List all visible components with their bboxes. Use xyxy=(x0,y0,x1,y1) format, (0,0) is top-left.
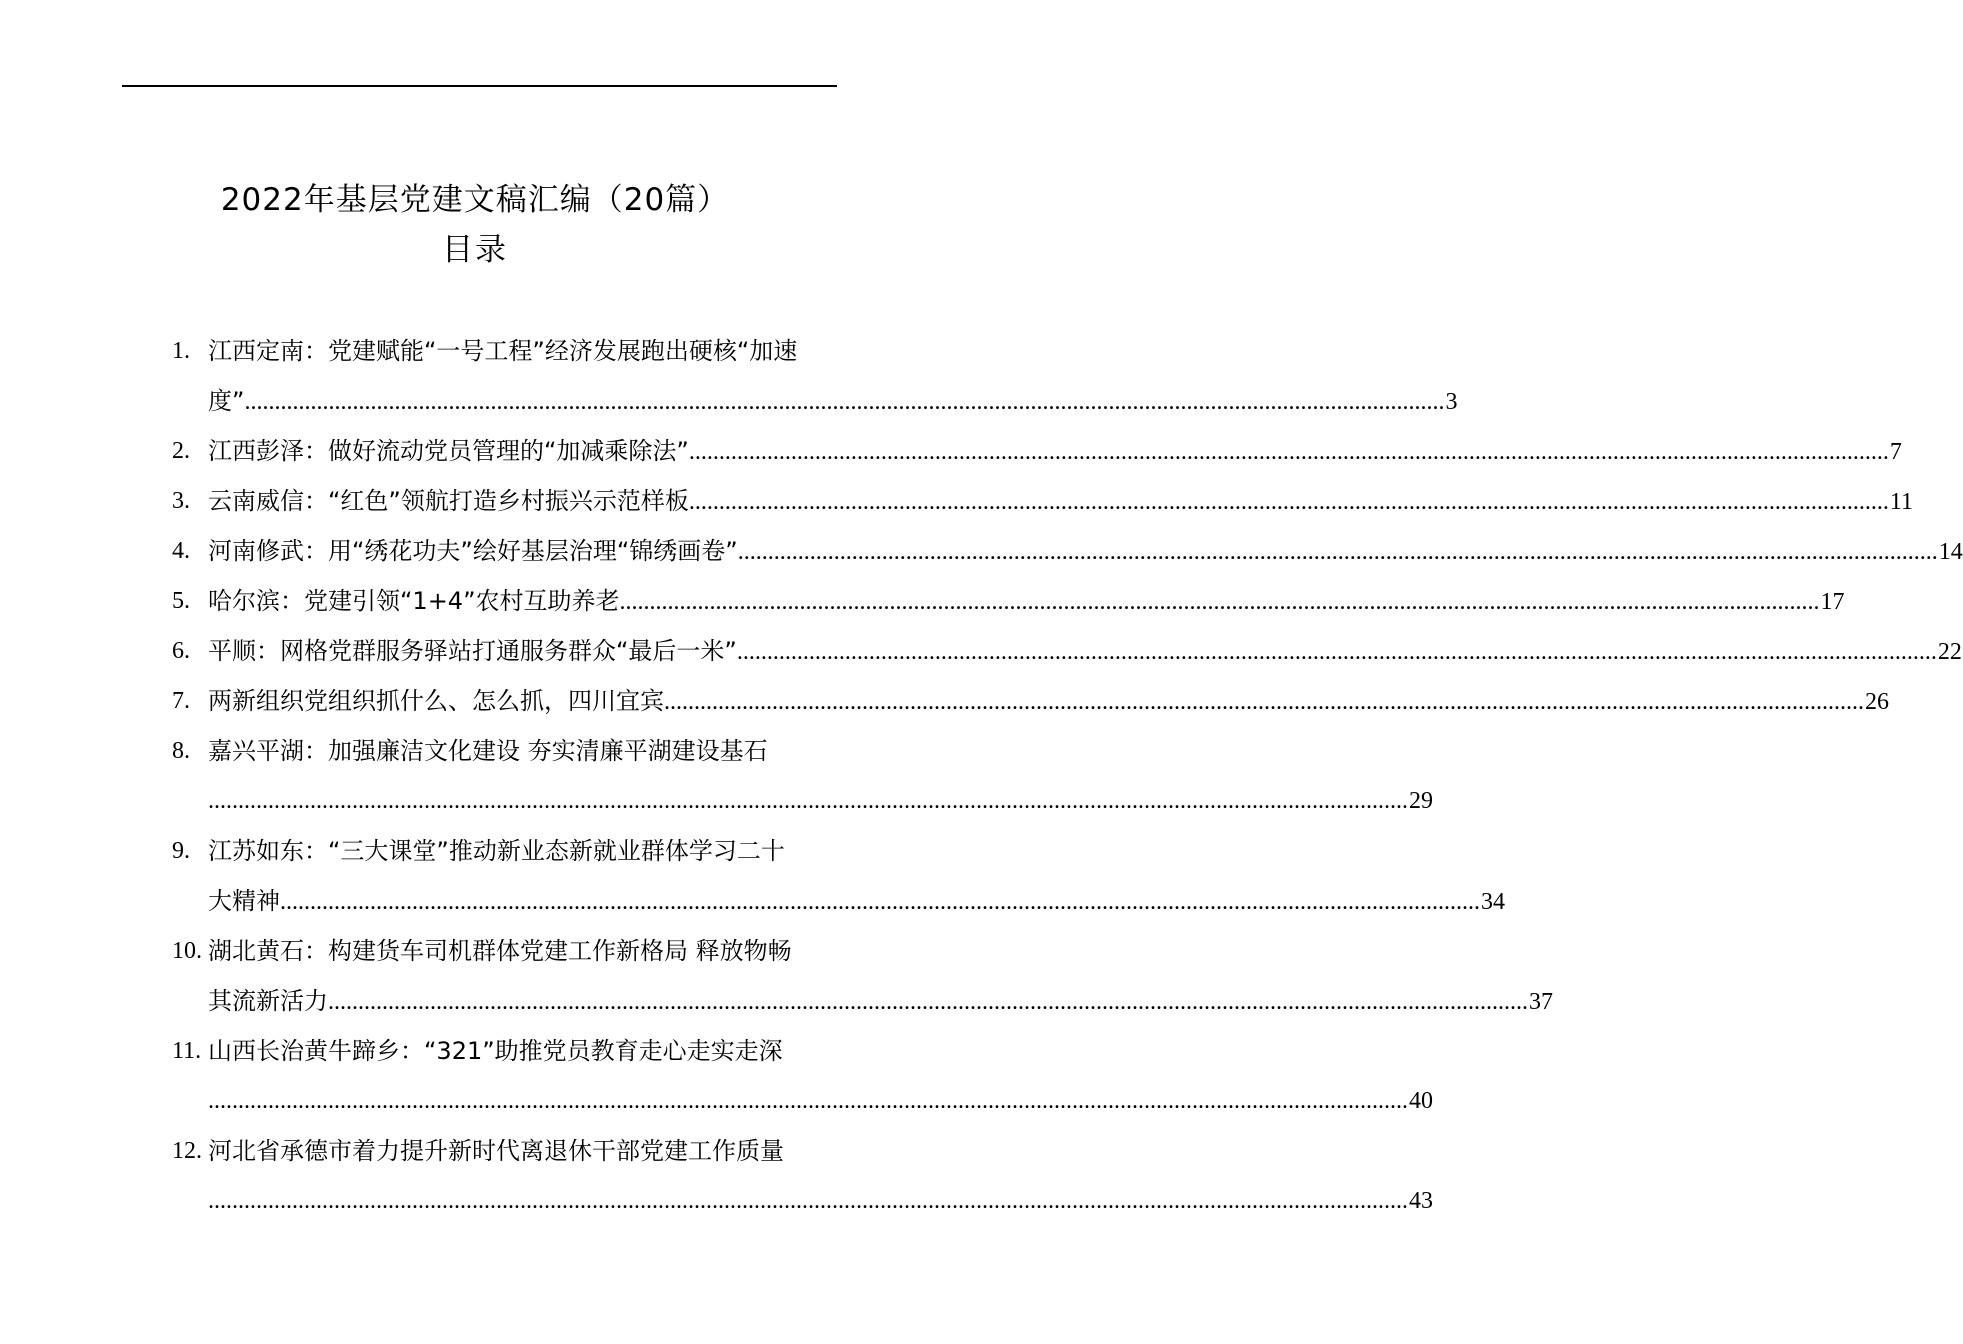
dot-leader: ........................................................................................................................................................................................................ xyxy=(736,639,1937,665)
toc-entry-title: 湖北黄石：构建货车司机群体党建工作新格局 释放物畅 xyxy=(208,937,792,965)
toc-entry-page: 43 xyxy=(1409,1188,1433,1214)
dot-leader: ........................................................................................................................................................................................................ xyxy=(619,589,1820,615)
toc-entry-number: 9. xyxy=(172,838,190,864)
toc-entry[interactable] xyxy=(172,726,1433,826)
header-rule xyxy=(122,85,837,87)
toc-entry-title: 平顺：网格党群服务驿站打通服务群众“最后一米” xyxy=(208,637,737,665)
toc-entry-page: 37 xyxy=(1529,989,1553,1015)
toc-entry-number: 6. xyxy=(172,638,190,664)
toc-entry-number: 2. xyxy=(172,438,190,464)
dot-leader: ........................................................................................................................................................................................................ xyxy=(208,788,1408,814)
dot-leader: ........................................................................................................................................................................................................ xyxy=(688,489,1889,515)
toc-entry-number: 12. xyxy=(172,1138,202,1164)
dot-leader: ........................................................................................................................................................................................................ xyxy=(688,439,1889,465)
toc-entry-page: 3 xyxy=(1445,389,1458,415)
toc-entry-title-continued: 度” xyxy=(208,387,245,415)
toc-entry[interactable] xyxy=(172,676,1889,726)
toc-entry-title-continued: 其流新活力 xyxy=(208,987,328,1015)
toc-entry-number: 4. xyxy=(172,538,190,564)
toc-entry[interactable] xyxy=(172,1026,1433,1126)
toc-entry[interactable] xyxy=(172,1126,1433,1226)
toc-entry-number: 10. xyxy=(172,938,202,964)
toc-entry-page: 22 xyxy=(1937,639,1962,665)
toc-entry-number: 7. xyxy=(172,688,190,714)
toc-entry-page: 34 xyxy=(1481,889,1505,915)
toc-entry-title: 山西长治黄牛蹄乡：“321”助推党员教育走心走实走深 xyxy=(208,1037,783,1065)
toc-entry-number: 1. xyxy=(172,338,190,364)
dot-leader: ........................................................................................................................................................................................................ xyxy=(208,1088,1408,1114)
toc-entry[interactable] xyxy=(172,826,1505,926)
toc-entry-page: 26 xyxy=(1865,689,1889,715)
toc-entry-number: 5. xyxy=(172,588,190,614)
toc-entry-number: 11. xyxy=(172,1038,202,1064)
toc-entry-number: 8. xyxy=(172,738,190,764)
toc-entry-page: 40 xyxy=(1409,1088,1433,1114)
table-of-contents xyxy=(172,326,1963,1226)
toc-entry-title: 江西定南：党建赋能“一号工程”经济发展跑出硬核“加速 xyxy=(208,337,798,365)
toc-entry-title: 河南修武：用“绣花功夫”绘好基层治理“锦绣画卷” xyxy=(208,537,738,565)
toc-entry-page: 11 xyxy=(1889,489,1913,515)
toc-entry-title: 河北省承德市着力提升新时代离退休干部党建工作质量 xyxy=(208,1137,784,1165)
toc-heading: 目录 xyxy=(442,232,508,268)
toc-entry[interactable] xyxy=(172,626,1962,676)
toc-entry[interactable] xyxy=(172,526,1963,576)
document-title: 2022年基层党建文稿汇编（20篇） xyxy=(220,182,730,218)
toc-entry-title: 江西彭泽：做好流动党员管理的“加减乘除法” xyxy=(208,437,689,465)
toc-entry-title: 江苏如东：“三大课堂”推动新业态新就业群体学习二十 xyxy=(208,837,785,865)
dot-leader: ........................................................................................................................................................................................................ xyxy=(244,389,1445,415)
toc-entry-title: 嘉兴平湖：加强廉洁文化建设 夯实清廉平湖建设基石 xyxy=(208,737,768,765)
toc-entry[interactable] xyxy=(172,576,1845,626)
toc-entry[interactable] xyxy=(172,926,1553,1026)
toc-entry-title: 哈尔滨：党建引领“1+4”农村互助养老 xyxy=(208,587,620,615)
dot-leader: ........................................................................................................................................................................................................ xyxy=(208,1188,1408,1214)
toc-entry[interactable] xyxy=(172,326,1458,426)
toc-entry-title: 云南威信：“红色”领航打造乡村振兴示范样板 xyxy=(208,487,689,515)
dot-leader: ........................................................................................................................................................................................................ xyxy=(280,889,1480,915)
toc-entry-page: 17 xyxy=(1820,589,1845,615)
dot-leader: ........................................................................................................................................................................................................ xyxy=(328,989,1528,1015)
toc-entry-page: 7 xyxy=(1889,439,1902,465)
toc-entry-page: 14 xyxy=(1938,539,1963,565)
toc-entry-page: 29 xyxy=(1409,788,1433,814)
toc-entry[interactable] xyxy=(172,426,1902,476)
toc-entry[interactable] xyxy=(172,476,1913,526)
toc-entry-title-continued: 大精神 xyxy=(208,887,280,915)
dot-leader: ........................................................................................................................................................................................................ xyxy=(737,539,1938,565)
dot-leader: ........................................................................................................................................................................................................ xyxy=(664,689,1864,715)
toc-entry-number: 3. xyxy=(172,488,190,514)
toc-entry-title: 两新组织党组织抓什么、怎么抓，四川宜宾 xyxy=(208,687,664,715)
